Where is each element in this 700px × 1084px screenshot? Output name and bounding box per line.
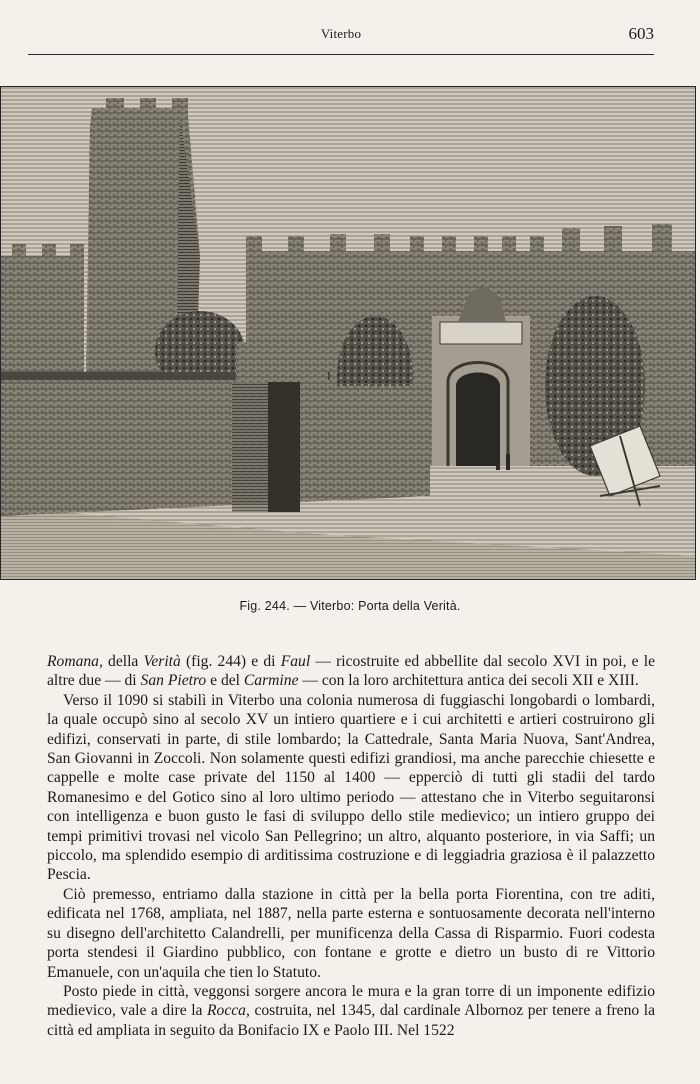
text-run: — ricostruite ed abbellite dal secolo XVI in poi, e le altre due — di [47,653,655,690]
running-head [28,22,654,48]
italic-text: San Pietro [140,672,207,690]
text-run: Posto piede in città, veggonsi sorgere ancora le mura e la gran torre di un imponente edifizio medievico, vale a dire la [47,982,655,1020]
paragraph [47,982,655,1040]
text-run: e del [206,672,244,690]
italic-text: Carmine [243,672,299,690]
engraving-porta-della-verita [0,86,696,580]
paragraph [47,885,655,982]
figure-caption: Fig. 244. — Viterbo: Porta della Verità. [239,599,461,613]
paragraph [47,652,655,691]
italic-text: Romana, [47,653,103,670]
text-run: Ciò premesso, entriamo dalla stazione in città per la bella porta Fiorentina, con tre aditi, edificata nel 1768, ampliata, nel 1887, nella parte esterna e sontuosamente decorata nell'interno su disegno dell'architetto Calandrelli, per munificenza della Cassa di Risparmio. Fuori codesta porta stendesi il Giardino pubblico, con fontane e grotte e dietro un busto di re Vittorio Emanuele, con un'aquila che tien lo Statuto. [47,885,655,981]
text-run: — con la loro architettura antica dei secoli XII e XIII. [298,672,639,690]
running-title: Viterbo [320,26,362,41]
text-run: (fig. 244) e di [180,653,281,670]
paragraph [47,691,655,885]
italic-text: Rocca, [207,1002,250,1020]
header-rule [28,54,654,55]
body-text [47,652,655,1040]
page-number: 603 [628,24,654,43]
text-run: Verso il 1090 si stabilì in Viterbo una colonia numerosa di fuggiaschi longobardi o lombardi, la quale occupò sino al secolo XV un intiero quartiere e i cui architetti e artieri costruirono gli edifizi, conservati in parte, di stile lombardo; la Cattedrale, Santa Maria Nuova, Sant'Andrea, San Giovanni in Zoccoli. Non solamente questi edifizi grandiosi, ma anche parecchie chiesette e cappelle e molte case private del 1150 al 1400 — epperciò di tutti gli stadii del tardo Romanesimo e del Gotico sino al loro ultimo periodo — attestano che in Viterbo seguitaronsi con intelligenza e buon gusto le fasi di sviluppo dello stile medievico; un intiero gruppo dei tempi primitivi trovasi nel vicolo San Pellegrino; un altro, alquanto posteriore, in via Saffi; un piccolo, ma splendido esempio di arditissima costruzione e di leggiadria graziosa è il palazzetto Pescia. [47,691,655,884]
engraving-illustration [0,86,696,580]
italic-text: Verità [143,653,181,670]
text-run: della [102,653,144,670]
italic-text: Faul [280,653,311,670]
text-run: costruita, nel 1345, dal cardinale Albornoz per tenere a freno la città ed ampliata in seguito da Bonifacio IX e Paolo III. Nel 1522 [47,1002,655,1039]
